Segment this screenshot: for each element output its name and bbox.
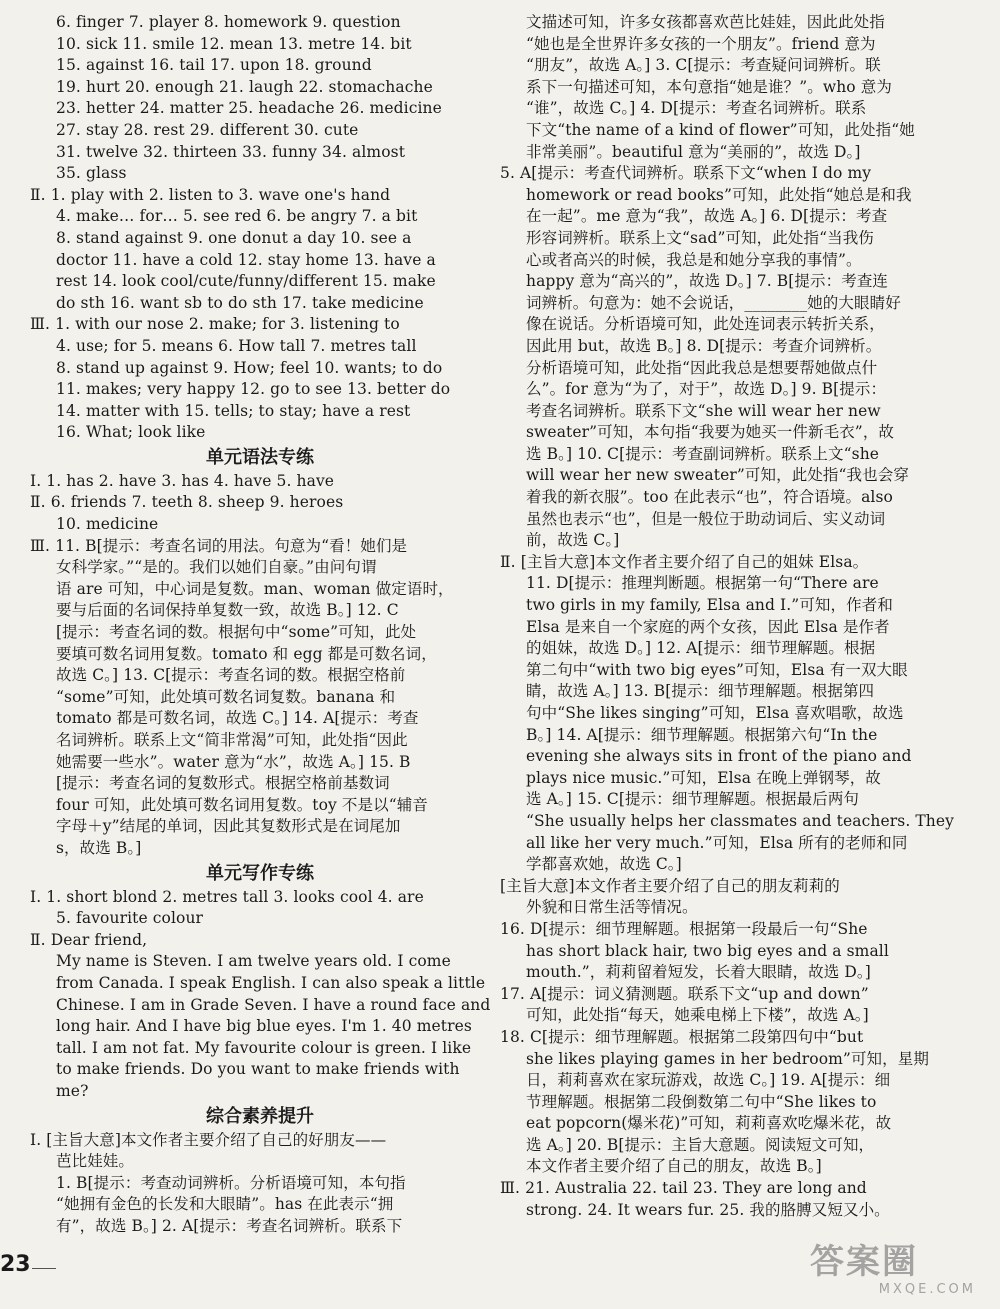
text-line: Ⅱ. Dear friend, [30, 930, 148, 949]
text-line: 她需要一些水”。water 意为“水”，故选 A。] 15. B [56, 752, 411, 771]
text-line: 心或者高兴的时候，我总是和她分享我的事情”。 [526, 250, 862, 269]
text-line: eat popcorn(爆米花)”可知，莉莉喜欢吃爆米花，故 [526, 1114, 892, 1133]
text-line: 在一起”。me 意为“我”，故选 A。] 6. D[提示：考查 [526, 207, 888, 226]
text-line: 17. A[提示：词义猜测题。联系下文“up and down” [500, 984, 869, 1003]
text-line: Ⅲ. 21. Australia 22. tail 23. They are long and [500, 1179, 867, 1198]
text-line: 分析语境可知，此处指“因此我总是想要帮她做点什 [526, 358, 878, 377]
text-line: strong. 24. It wears fur. 25. 我的胳膊又短又小。 [526, 1200, 890, 1219]
text-line: 35. glass [56, 164, 127, 183]
text-line: to make friends. Do you want to make friends with [56, 1060, 460, 1079]
text-line: 本文作者主要介绍了自己的朋友，故选 B。] [526, 1157, 822, 1176]
section-heading: 单元写作专练 [206, 862, 314, 884]
text-line: 句中“She likes singing”可知，Elsa 喜欢唱歌，故选 [526, 704, 904, 722]
text-line: 前，故选 C。] [526, 531, 620, 550]
text-line: 要填可数名词用复数。tomato 和 egg 都是可数名词， [56, 644, 437, 663]
left-column [30, 12, 490, 1237]
text-line: 形容词辨析。联系上文“sad”可知，此处指“当我伤 [526, 228, 874, 247]
text-line: 1. B[提示：考查动词辨析。分析语境可知，本句指 [56, 1173, 406, 1192]
text-line: 可知，此处指“每天，她乘电梯上下楼”，故选 A。] [526, 1006, 869, 1025]
text-line: tall. I am not fat. My favourite colour is green. I like [56, 1038, 472, 1057]
text-line: 字母＋y”结尾的单词，因此其复数形式是在词尾加 [56, 817, 401, 836]
text-line: 睛，故选 A。] 13. B[提示：细节理解题。根据第四 [526, 682, 875, 701]
text-line: 学都喜欢她，故选 C。] [526, 855, 682, 874]
text-line: 16. D[提示：细节理解题。根据第一段最后一句“She [500, 919, 868, 938]
text-line: “朋友”，故选 A。] 3. C[提示：考查疑问词辨析。联 [526, 56, 881, 75]
text-line: 有”，故选 B。] 2. A[提示：考查名词辨析。联系下 [56, 1216, 403, 1235]
text-line: 4. use; for 5. means 6. How tall 7. metres tall [56, 336, 417, 355]
text-line: 16. What; look like [56, 423, 206, 442]
text-line: 18. C[提示：细节理解题。根据第二段第四句中“but [500, 1027, 864, 1046]
text-line: 8. stand up against 9. How; feel 10. wants; to do [56, 358, 443, 377]
text-line: 日，莉莉喜欢在家玩游戏，故选 C。] 19. A[提示：细 [526, 1071, 891, 1090]
watermark-url: MXQE.COM [878, 1282, 976, 1297]
text-line: Ⅰ. [主旨大意]本文作者主要介绍了自己的好朋友—— [30, 1130, 387, 1149]
text-line: 8. stand against 9. one donut a day 10. see a [56, 228, 412, 247]
section-heading: 单元语法专练 [206, 446, 314, 468]
text-line: will wear her new sweater”可知，此处指“我也会穿 [526, 466, 909, 485]
text-line: 6. finger 7. player 8. homework 9. question [56, 13, 401, 31]
text-line: 文描述可知，许多女孩都喜欢芭比娃娃，因此此处指 [526, 13, 885, 31]
text-line: Elsa 是来自一个家庭的两个女孩，因此 Elsa 是作者 [526, 617, 890, 636]
text-line: 5. favourite colour [56, 909, 204, 928]
text-line: happy 意为“高兴的”，故选 D。] 7. B[提示：考查连 [526, 272, 889, 291]
section-heading: 综合素养提升 [206, 1105, 314, 1127]
text-line: 因此用 but，故选 B。] 8. D[提示：考查介词辨析。 [526, 336, 882, 355]
text-line: 词辨析。句意为：她不会说话，________她的大眼睛好 [526, 293, 901, 312]
text-line: 女科学家。”“是的。我们以她们自豪。”由问句谓 [56, 558, 377, 577]
text-line: 14. matter with 15. tells; to stay; have a rest [56, 401, 411, 420]
text-line: mouth.”，莉莉留着短发，长着大眼睛，故选 D。] [526, 963, 871, 982]
text-line: 选 B。] 10. C[提示：考查副词辨析。联系上文“she [526, 444, 880, 463]
text-line: Ⅱ. [主旨大意]本文作者主要介绍了自己的姐妹 Elsa。 [500, 552, 869, 571]
text-line: 外貌和日常生活等情况。 [526, 898, 698, 917]
text-line: 11. makes; very happy 12. go to see 13. better do [56, 380, 451, 399]
text-line: two girls in my family, Elsa and I.”可知，作者和 [526, 596, 893, 615]
text-line: Ⅲ. 1. with our nose 2. make; for 3. listening to [30, 315, 400, 334]
text-line: Ⅱ. 6. friends 7. teeth 8. sheep 9. heroes [30, 493, 344, 512]
text-line: plays nice music.”可知，Elsa 在晚上弹钢琴，故 [526, 768, 881, 787]
text-line: 15. against 16. tail 17. upon 18. ground [56, 56, 372, 75]
text-line: 要与后面的名词保持单复数一致，故选 B。] 12. C [56, 601, 399, 620]
text-line: 4. make… for… 5. see red 6. be angry 7. a bit [56, 207, 418, 226]
text-line: Ⅰ. 1. has 2. have 3. has 4. have 5. have [30, 471, 335, 490]
text-line: all like her very much.”可知，Elsa 所有的老师和同 [526, 833, 908, 852]
text-line: s，故选 B。] [56, 838, 142, 857]
text-line: Ⅲ. 11. B[提示：考查名词的用法。句意为“看！她们是 [30, 536, 408, 555]
text-line: Ⅱ. 1. play with 2. listen to 3. wave one's hand [30, 185, 391, 204]
text-line: 第二句中“with two big eyes”可知，Elsa 有一双大眼 [526, 660, 908, 679]
text-line: from Canada. I speak English. I can also speak a little [56, 973, 486, 992]
text-line: 像在说话。分析语境可知，此处连词表示转折关系， [526, 315, 885, 334]
text-line: “some”可知，此处填可数名词复数。banana 和 [56, 687, 396, 706]
text-line: 芭比娃娃。 [56, 1152, 135, 1171]
text-line: evening she always sits in front of the piano and [526, 747, 912, 766]
right-column [500, 12, 980, 1221]
text-line: 名词辨析。联系上文“简非常渴”可知，此处指“因此 [56, 731, 408, 749]
text-line: doctor 11. have a cold 12. stay home 13. have a [56, 250, 436, 269]
text-line: 么”。for 意为“为了，对于”，故选 D。] 9. B[提示： [526, 380, 887, 399]
text-line: 虽然也表示“也”，但是一般位于助动词后、实义动词 [526, 509, 886, 528]
text-line: 着我的新衣服”。too 在此表示“也”，符合语境。also [526, 488, 893, 507]
text-line: 的姐妹，故选 D。] 12. A[提示：细节理解题。根据 [526, 639, 876, 658]
text-line: 23. hetter 24. matter 25. headache 26. medicine [56, 99, 442, 118]
text-line: 下文“the name of a kind of flower”可知，此处指“她 [526, 120, 915, 139]
text-line: My name is Steven. I am twelve years old. I come [56, 952, 451, 971]
text-line: “She usually helps her classmates and teachers. They [526, 811, 955, 830]
text-line: Ⅰ. 1. short blond 2. metres tall 3. looks cool 4. are [30, 887, 424, 906]
text-line: has short black hair, two big eyes and a small [526, 941, 889, 960]
text-line: 语 are 可知，中心词是复数。man、woman 做定语时， [56, 579, 454, 598]
text-line: 27. stay 28. rest 29. different 30. cute [56, 120, 359, 139]
page-number: 23 [0, 1252, 31, 1277]
text-line: B。] 14. A[提示：细节理解题。根据第六句“In the [526, 725, 878, 744]
text-line: rest 14. look cool/cute/funny/different 15. make [56, 272, 436, 291]
text-line: me? [56, 1081, 89, 1100]
text-line: 10. medicine [56, 515, 159, 534]
text-line: she likes playing games in her bedroom”可知，星期 [526, 1049, 929, 1068]
text-line: four 可知，此处填可数名词用复数。toy 不是以“辅音 [56, 795, 428, 814]
text-line: Chinese. I am in Grade Seven. I have a round face and [56, 995, 490, 1014]
text-line: 10. sick 11. smile 12. mean 13. metre 14. bit [56, 34, 412, 53]
text-line: [主旨大意]本文作者主要介绍了自己的朋友莉莉的 [500, 876, 840, 895]
text-line: long hair. And I have big blue eyes. I'm 1. 40 metres [56, 1017, 472, 1036]
text-line: homework or read books”可知，此处指“她总是和我 [526, 185, 912, 204]
text-line: [提示：考查名词的复数形式。根据空格前基数词 [56, 774, 390, 793]
text-line: 11. D[提示：推理判断题。根据第一句“There are [526, 574, 879, 593]
text-line: 故选 C。] 13. C[提示：考查名词的数。根据空格前 [56, 666, 406, 685]
text-line: tomato 都是可数名词，故选 C。] 14. A[提示：考查 [56, 709, 419, 728]
text-line: 19. hurt 20. enough 21. laugh 22. stomachache [56, 77, 433, 96]
text-line: 节理解题。根据第二段倒数第二句中“She likes to [526, 1092, 877, 1111]
text-line: sweater”可知，本句指“我要为她买一件新毛衣”，故 [526, 423, 895, 442]
text-line: 31. twelve 32. thirteen 33. funny 34. almost [56, 142, 406, 161]
text-line: 选 A。] 20. B[提示：主旨大意题。阅读短文可知， [526, 1135, 875, 1154]
text-line: “她也是全世界许多女孩的一个朋友”。friend 意为 [526, 34, 876, 53]
text-line: 5. A[提示：考查代词辨析。联系下文“when I do my [500, 164, 872, 183]
text-line: [提示：考查名词的数。根据句中“some”可知，此处 [56, 623, 417, 642]
text-line: 系下一句描述可知，本句意指“她是谁？”。who 意为 [526, 77, 892, 96]
page-number-rule [32, 1268, 56, 1269]
text-line: “谁”，故选 C。] 4. D[提示：考查名词辨析。联系 [526, 99, 867, 118]
text-line: do sth 16. want sb to do sth 17. take medicine [56, 293, 424, 312]
watermark [810, 1242, 990, 1302]
text-line: 考查名词辨析。联系下文“she will wear her new [526, 401, 881, 420]
text-line: 非常美丽”。beautiful 意为“美丽的”，故选 D。] [526, 142, 861, 161]
text-line: 选 A。] 15. C[提示：细节理解题。根据最后两句 [526, 790, 860, 809]
text-line: “她拥有金色的长发和大眼睛”。has 在此表示“拥 [56, 1195, 394, 1214]
watermark-logo-text: 答案圈 [810, 1242, 918, 1282]
